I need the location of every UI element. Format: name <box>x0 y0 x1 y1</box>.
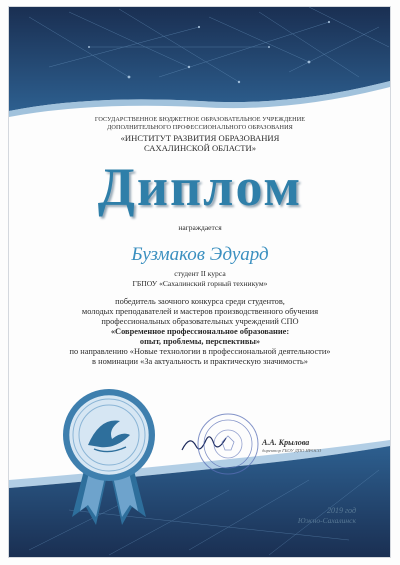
diploma-title: Диплом <box>97 157 303 217</box>
issuer-line-3: «ИНСТИТУТ РАЗВИТИЯ ОБРАЗОВАНИЯ <box>120 133 280 143</box>
contest-title-line-1: «Современное профессиональное образование: <box>110 327 290 336</box>
contest-title-line-2: опыт, проблемы, перспективы» <box>139 337 261 346</box>
recipient-name: Бузмаков Эдуард <box>131 244 269 265</box>
body-line-3: профессиональных образовательных учреждений СПО <box>101 317 299 326</box>
official-seal-icon <box>196 412 260 476</box>
body-line-direction: по направлению «Новые технологии в профессиональной деятельности» <box>69 347 331 356</box>
student-school: ГБПОУ «Сахалинский горный техникум» <box>132 279 268 288</box>
body-line-1: победитель заочного конкурса среди студентов, <box>115 297 285 306</box>
issue-date: 2019 год <box>326 506 356 515</box>
signer-role: директор ГБОУ ДПО ИРОСО <box>262 448 322 453</box>
body-line-2: молодых преподавателей и мастеров производственного обучения <box>81 307 319 316</box>
issuer-line-1: ГОСУДАРСТВЕННОЕ БЮДЖЕТНОЕ ОБРАЗОВАТЕЛЬНОЕ УЧРЕЖДЕНИЕ <box>94 116 306 123</box>
student-course: студент II курса <box>174 269 226 278</box>
top-decoration <box>9 7 390 117</box>
awarded-label: награждается <box>178 223 222 232</box>
award-rosette-icon <box>50 377 168 527</box>
issuer-line-2: ДОПОЛНИТЕЛЬНОГО ПРОФЕССИОНАЛЬНОГО ОБРАЗОВАНИЯ <box>107 124 293 131</box>
issue-city: Южно-Сахалинск <box>297 516 356 525</box>
issuer-line-4: САХАЛИНСКОЙ ОБЛАСТИ» <box>144 143 256 153</box>
body-line-nomination: в номинации «За актуальность и практическую значимость» <box>92 357 308 366</box>
signer-name: А.А. Крылова <box>262 438 310 447</box>
